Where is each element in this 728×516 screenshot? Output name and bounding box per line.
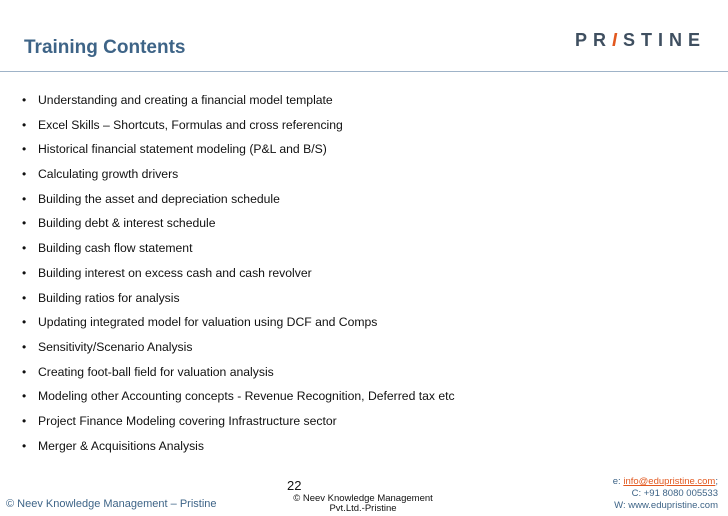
bullet-icon: •: [22, 364, 27, 379]
list-item: [22, 137, 455, 162]
footer-phone: C: +91 8080 005533: [631, 488, 718, 499]
list-item: [22, 409, 455, 434]
list-item: [22, 187, 455, 212]
footer-email-line: [613, 476, 718, 488]
list-item-text: Excel Skills – Shortcuts, Formulas and cross referencing: [38, 117, 343, 132]
list-item: [22, 434, 455, 459]
email-label: e:: [612, 476, 624, 487]
list-item: [22, 211, 455, 236]
list-item: [22, 162, 455, 187]
logo-text-end: STINE: [623, 30, 707, 50]
list-item-text: Calculating growth drivers: [38, 167, 179, 182]
list-item: [22, 261, 455, 286]
list-item-text: Understanding and creating a financial model template: [38, 93, 333, 107]
list-item-text: Creating foot-ball field for valuation analysis: [38, 364, 274, 379]
page-title: Training Contents: [24, 37, 186, 58]
bullet-icon: •: [22, 191, 27, 206]
pristine-logo: [575, 30, 706, 51]
bullet-icon: •: [22, 265, 27, 280]
list-item: [22, 384, 455, 409]
list-item-text: Building the asset and depreciation schedule: [38, 191, 280, 206]
bullet-icon: •: [22, 216, 27, 231]
bullet-icon: •: [22, 167, 27, 182]
header-divider: [0, 71, 728, 72]
bullet-icon: •: [22, 117, 27, 132]
bullet-icon: •: [22, 142, 27, 157]
list-item-text: Building ratios for analysis: [38, 290, 180, 305]
page-number: 22: [287, 478, 302, 493]
bullet-icon: •: [22, 339, 27, 354]
footer-center-line-1: © Neev Knowledge Management: [293, 493, 433, 504]
bullet-icon: •: [22, 290, 27, 305]
email-link[interactable]: info@edupristine.com: [623, 476, 716, 487]
bullet-icon: •: [22, 413, 27, 428]
list-item-text: Modeling other Accounting concepts - Revenue Recognition, Deferred tax etc: [38, 389, 455, 404]
bullet-icon: •: [22, 241, 27, 256]
list-item: [22, 360, 455, 385]
list-item: [22, 113, 455, 138]
footer-center-line-2: Pvt.Ltd.-Pristine: [329, 503, 397, 514]
footer-website: W: www.edupristine.com: [614, 500, 718, 511]
bullet-icon: •: [22, 438, 27, 453]
list-item: [22, 335, 455, 360]
list-item: [22, 236, 455, 261]
list-item-text: Project Finance Modeling covering Infrastructure sector: [38, 413, 337, 428]
list-item-text: Sensitivity/Scenario Analysis: [38, 339, 193, 354]
list-item: [22, 310, 455, 335]
footer-contact: [613, 476, 718, 512]
training-topics-list: [22, 88, 455, 458]
footer-copyright: © Neev Knowledge Management – Pristine: [6, 498, 217, 510]
list-item-text: Building interest on excess cash and cash revolver: [38, 265, 312, 280]
bullet-icon: •: [22, 93, 27, 107]
list-item-text: Historical financial statement modeling (P&L and B/S): [38, 142, 327, 157]
logo-accent-letter: I: [612, 30, 624, 50]
list-item-text: Merger & Acquisitions Analysis: [38, 438, 204, 453]
footer-center-copyright: [290, 494, 436, 514]
list-item: [22, 286, 455, 311]
logo-text-start: PR: [575, 30, 613, 50]
list-item-text: Updating integrated model for valuation using DCF and Comps: [38, 315, 378, 330]
bullet-icon: •: [22, 315, 27, 330]
bullet-icon: •: [22, 389, 27, 404]
list-item-text: Building cash flow statement: [38, 241, 193, 256]
email-suffix: ;: [715, 476, 718, 487]
list-item-text: Building debt & interest schedule: [38, 216, 216, 231]
list-item: [22, 88, 455, 113]
